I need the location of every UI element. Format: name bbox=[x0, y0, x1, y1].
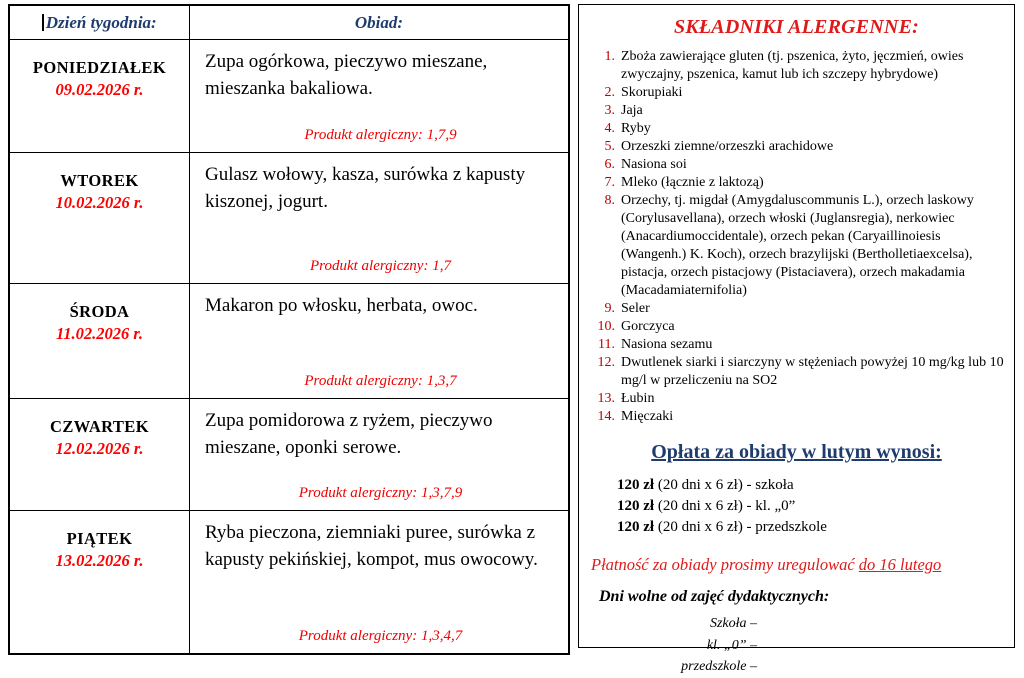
day-name: ŚRODA bbox=[69, 302, 130, 321]
day-cell-tuesday bbox=[10, 153, 190, 284]
allergen-list bbox=[587, 48, 1006, 426]
day-date: 09.02.2026 r. bbox=[55, 80, 144, 99]
deadline-date: do 16 lutego bbox=[858, 555, 942, 574]
meal-text: Ryba pieczona, ziemniaki puree, surówka z kapusty pekińskiej, kompot, mus owocowy. bbox=[205, 522, 538, 570]
menu-table bbox=[8, 4, 570, 655]
allergen-item: 1. Zboża zawierające gluten (tj. pszenica, żyto, jęczmień, owies zwyczajny, pszenica, kamut lub ich szczepy hybrydowe) bbox=[604, 49, 964, 82]
text-cursor-artifact bbox=[42, 14, 44, 31]
allergen-item: 2. Skorupiaki bbox=[604, 85, 683, 100]
day-name: WTOREK bbox=[60, 171, 139, 190]
day-date: 13.02.2026 r. bbox=[55, 551, 144, 570]
free-day-line-school: Szkoła – bbox=[709, 616, 757, 631]
allergen-panel-title: SKŁADNIKI ALERGENNE: bbox=[674, 16, 919, 38]
allergen-item: 14. Mięczaki bbox=[597, 409, 674, 424]
allergen-note: Produkt alergiczny: 1,3,4,7 bbox=[298, 628, 463, 644]
allergen-item: 10. Gorczyca bbox=[597, 319, 675, 334]
day-date: 12.02.2026 r. bbox=[55, 439, 144, 458]
header-day-column bbox=[10, 6, 190, 40]
allergen-note: Produkt alergiczny: 1,3,7,9 bbox=[298, 485, 463, 501]
allergen-item: 9. Seler bbox=[604, 301, 650, 316]
day-name: PONIEDZIAŁEK bbox=[32, 58, 167, 77]
meal-text: Gulasz wołowy, kasza, surówka z kapusty kiszonej, jogurt. bbox=[205, 164, 526, 212]
allergen-item: 5. Orzeszki ziemne/orzeszki arachidowe bbox=[604, 139, 834, 154]
payment-deadline: Płatność za obiady prosimy uregulować do 16 lutego bbox=[591, 555, 942, 574]
allergen-item: 3. Jaja bbox=[604, 103, 643, 118]
day-date: 11.02.2026 r. bbox=[55, 324, 144, 343]
header-meal-column bbox=[190, 6, 568, 40]
meal-cell-thursday bbox=[190, 399, 568, 511]
allergen-item: 7. Mleko (łącznie z laktozą) bbox=[604, 175, 764, 190]
allergen-note: Produkt alergiczny: 1,3,7 bbox=[304, 373, 457, 389]
free-day-line-grade0: kl. „0” – bbox=[706, 637, 757, 653]
price-line-grade0: 120 zł (20 dni x 6 zł) - kl. „0” bbox=[617, 498, 796, 514]
meal-cell-wednesday bbox=[190, 284, 568, 399]
allergen-item: 12. Dwutlenek siarki i siarczyny w stężeniach powyżej 10 mg/kg lub 10 mg/l w przeliczeniu na SO2 bbox=[597, 355, 1004, 388]
day-name: CZWARTEK bbox=[50, 417, 149, 436]
day-cell-thursday bbox=[10, 399, 190, 511]
header-day-label: Dzień tygodnia: bbox=[45, 12, 157, 32]
meal-cell-tuesday bbox=[190, 153, 568, 284]
meal-cell-friday bbox=[190, 511, 568, 653]
allergen-item: 11. Nasiona sezamu bbox=[598, 337, 713, 352]
meal-cell-monday bbox=[190, 40, 568, 153]
price-line-preschool: 120 zł (20 dni x 6 zł) - przedszkole bbox=[617, 519, 827, 535]
payment-heading: Opłata za obiady w lutym wynosi: bbox=[651, 441, 942, 463]
allergen-item: 13. Łubin bbox=[597, 391, 655, 406]
allergen-item: 8. Orzechy, tj. migdał (Amygdaluscommunis L.), orzech laskowy (Corylusavellana), orzech włoski (Juglansregia), nerkowiec (Anacardiumoccidentale), orzech pekan (Caryaillinoiesis (Wangenh.) K. Koch), orzech brazylijski (Bertholletiaexcelsa), pistacja, orzech pistacjowy (Pistaciavera), orzech makadamia (Macadamiaternifolia) bbox=[604, 193, 974, 298]
allergen-panel bbox=[578, 4, 1015, 675]
allergen-item: 6. Nasiona soi bbox=[604, 157, 687, 172]
price-line-school: 120 zł (20 dni x 6 zł) - szkoła bbox=[617, 477, 794, 493]
allergen-note: Produkt alergiczny: 1,7 bbox=[310, 258, 451, 274]
header-meal-label: Obiad: bbox=[354, 12, 404, 32]
day-cell-monday bbox=[10, 40, 190, 153]
day-cell-wednesday bbox=[10, 284, 190, 399]
free-day-line-preschool: przedszkole – bbox=[681, 659, 757, 675]
allergen-item: 4. Ryby bbox=[604, 121, 651, 136]
free-days-list bbox=[587, 613, 757, 678]
allergen-note: Produkt alergiczny: 1,7,9 bbox=[304, 127, 457, 143]
meal-text: Zupa pomidorowa z ryżem, pieczywo mieszane, oponki serowe. bbox=[205, 410, 493, 458]
meal-text: Zupa ogórkowa, pieczywo mieszane, mieszanka bakaliowa. bbox=[205, 51, 488, 99]
free-days-heading: Dni wolne od zajęć dydaktycznych: bbox=[599, 588, 830, 605]
meal-text: Makaron po włosku, herbata, owoc. bbox=[205, 295, 478, 316]
day-name: PIĄTEK bbox=[66, 529, 133, 548]
day-date: 10.02.2026 r. bbox=[55, 193, 144, 212]
day-cell-friday bbox=[10, 511, 190, 653]
price-list bbox=[617, 475, 1006, 538]
